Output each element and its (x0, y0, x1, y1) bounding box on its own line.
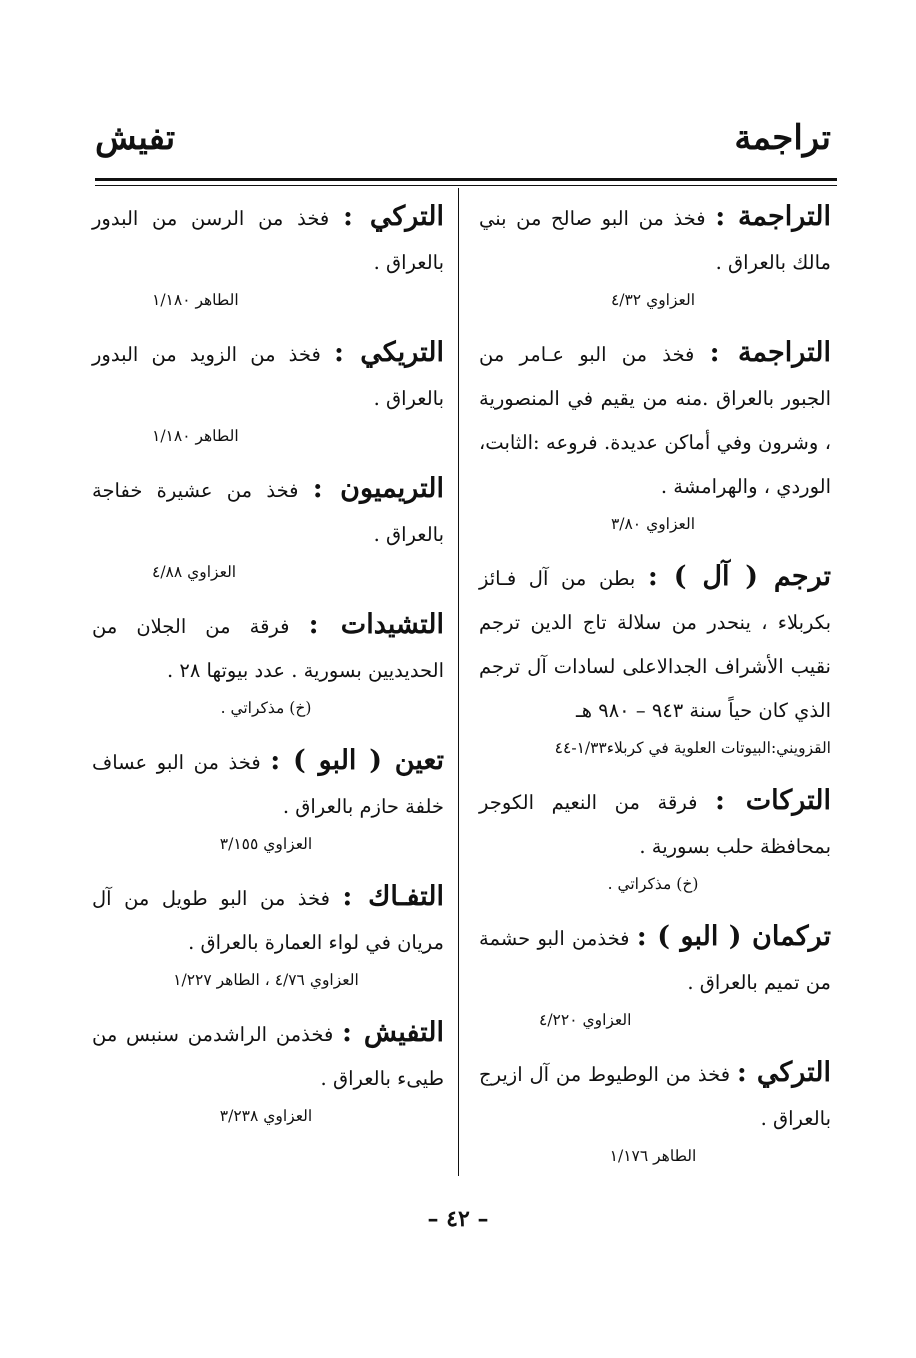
entry-text: فخذمن البو حشمة من تميم بالعراق . (479, 927, 831, 994)
entry-body (479, 195, 831, 285)
header-rule-thin (95, 185, 837, 186)
entry-headword: التريميون : (312, 473, 444, 504)
entry-text: فرقة من النعيم الكوجر بمحافظة حلب بسورية . (479, 791, 831, 858)
entry-source: العزاوي ٣/٢٣٨ (219, 1107, 313, 1125)
entry-body (92, 1011, 444, 1101)
column-divider (458, 188, 459, 1176)
entry-body (92, 195, 444, 285)
entry (92, 331, 444, 451)
entry-source: القزويني:البيوتات العلوية في كربلاء١/٣٣-٤٤ (554, 739, 831, 757)
header-rule-thick (95, 178, 837, 181)
entry-body (92, 603, 444, 693)
entry-headword: التفيش : (341, 1017, 444, 1048)
page-number: – ٤٢ – (427, 1206, 489, 1232)
entry-headword: التراجمة : (709, 337, 832, 368)
entry-text: بطن من آل فـائز بكربلاء ، ينحدر من سلالة تاج الدين ترجم نقيب الأشراف الجدالاعلى لسادات آل ترجم الذي كان حياً سنة ٩٤٣ – ٩٨٠ هـ (479, 567, 831, 722)
entry-source: العزاوي ٤/٢٢٠ (539, 1011, 632, 1029)
entry-text: فخذ من البو صالح من بني مالك بالعراق . (479, 207, 831, 274)
entry-headword: التراجمة : (715, 201, 831, 232)
page-header (95, 108, 831, 168)
entry-headword: التريكي : (333, 337, 444, 368)
entry-text: فخذ من عشيرة خفاجة بالعراق . (92, 479, 444, 546)
right-column (479, 195, 831, 1187)
entry-headword: التشيدات : (308, 609, 444, 640)
left-column (92, 195, 444, 1147)
entry (92, 739, 444, 859)
entry-text: فخذ من البو عساف خلفة حازم بالعراق . (92, 751, 444, 818)
entry-text: فخذ من البو طويل من آل مريان في لواء العمارة بالعراق . (92, 887, 444, 954)
entry-text: فخذ من الوطيوط من آل ازيرج بالعراق . (479, 1063, 831, 1130)
entry-headword: التفـاك : (342, 881, 444, 912)
entry-source: العزاوي ٤/٣٢ (610, 291, 696, 309)
entry-body (479, 1051, 831, 1141)
entry-body (479, 331, 831, 509)
entry-text: فخذ من الزويد من البدور بالعراق . (92, 343, 444, 410)
entry-body (479, 779, 831, 869)
entry (479, 555, 831, 763)
entry (479, 915, 831, 1035)
running-head-left: تفيش (95, 118, 176, 158)
entry-source: الطاهر ١/١٧٦ (609, 1147, 697, 1165)
entry-headword: التركي : (342, 201, 444, 232)
entry-source: العزاوي ٣/١٥٥ (219, 835, 313, 853)
entry (92, 1011, 444, 1131)
entry-source: الطاهر ١/١٨٠ (152, 427, 239, 445)
entry (92, 195, 444, 315)
entry-source: (خ) مذكراتي . (607, 875, 699, 893)
entry-source: العزاوي ٤/٨٨ (152, 563, 237, 581)
entry-text: فخذ من البو عـامر من الجبور بالعراق .منه من يقيم في المنصورية ، وشرون وفي أماكن عديدة. فروعه :الثابت، الوردي ، والهرامشة . (479, 343, 831, 498)
entry-headword: تعين ( البو ) : (270, 745, 445, 776)
entry (92, 467, 444, 587)
entry-source: العزاوي ٤/٧٦ ، الطاهر ١/٢٢٧ (173, 971, 359, 989)
entry-body (479, 555, 831, 733)
entry-text: فخذمن الراشدمن سنبس من طيىء بالعراق . (92, 1023, 444, 1090)
entry-headword: ترجم ( آل ) : (647, 561, 831, 592)
entry (479, 331, 831, 539)
entry (92, 603, 444, 723)
entry-body (92, 739, 444, 829)
entry-body (92, 875, 444, 965)
entry (479, 195, 831, 315)
entry-headword: التركي : (736, 1057, 831, 1088)
entry-headword: تركمان ( البو ) : (636, 921, 831, 952)
entry-source: الطاهر ١/١٨٠ (152, 291, 239, 309)
running-head-right: تراجمة (734, 118, 831, 158)
entry-body (92, 331, 444, 421)
entry (92, 875, 444, 995)
entry-headword: التركات : (714, 785, 832, 816)
entry (479, 1051, 831, 1171)
entry-body (92, 467, 444, 557)
entry-text: فخذ من الرسن من البدور بالعراق . (92, 207, 444, 274)
entry-body (479, 915, 831, 1005)
entry-source: العزاوي ٣/٨٠ (610, 515, 696, 533)
entry (479, 779, 831, 899)
entry-source: (خ) مذكراتي . (220, 699, 312, 717)
entry-text: فرقة من الجلان من الحديديين بسورية . عدد بيوتها ٢٨ . (92, 615, 444, 682)
